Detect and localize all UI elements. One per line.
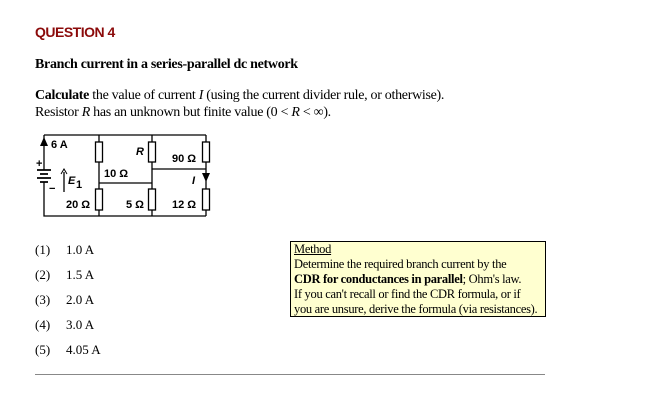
divider (35, 374, 545, 375)
option-1[interactable] (35, 242, 94, 258)
label-r: R (136, 146, 144, 158)
resistor-90 (203, 142, 210, 162)
option-value: 1.0 A (66, 242, 95, 257)
instruction-part: the value of current (89, 88, 199, 103)
option-number: (5) (35, 342, 51, 357)
method-line: If you can't recall or find the CDR formula, or if (294, 287, 521, 301)
label-12: 12 Ω (172, 199, 197, 211)
note-part: has an unknown but finite value (0 < (89, 105, 292, 120)
option-value: 2.0 A (66, 292, 95, 307)
plus-sign: + (36, 158, 43, 170)
option-5[interactable] (35, 342, 101, 358)
note-part: Resistor (35, 105, 82, 120)
option-value: 4.05 A (66, 342, 101, 357)
resistor-20 (96, 189, 103, 210)
option-number: (2) (35, 267, 51, 282)
label-5: 5 Ω (126, 199, 144, 211)
option-number: (4) (35, 317, 51, 332)
note-var: R (291, 105, 300, 120)
battery-icon (37, 170, 51, 182)
resistor-5 (149, 189, 156, 210)
source-label: 6 A (51, 139, 68, 151)
method-bold: CDR for conductances in parallel (294, 272, 463, 286)
minus-sign: − (49, 183, 56, 195)
option-2[interactable] (35, 267, 94, 283)
question-subtitle: Branch current in a series-parallel dc network (35, 57, 298, 72)
method-line: you are unsure, derive the formula (via resistances). (294, 302, 538, 316)
resistor-r (149, 142, 156, 162)
option-value: 3.0 A (66, 317, 95, 332)
label-20: 20 Ω (66, 199, 91, 211)
option-3[interactable] (35, 292, 94, 308)
option-number: (3) (35, 292, 51, 307)
method-line: ; Ohm's law. (462, 272, 522, 286)
label-90: 90 Ω (172, 153, 197, 165)
method-line: Determine the required branch current by the (294, 257, 507, 271)
option-number: (1) (35, 242, 51, 257)
instruction-part: (using the current divider rule, or otherwise). (203, 88, 445, 103)
emf-label: E (68, 175, 76, 187)
option-value: 1.5 A (66, 267, 95, 282)
label-i: I (192, 175, 196, 187)
resistor-12 (203, 189, 210, 210)
current-source-arrow-icon (40, 137, 48, 146)
instruction-bold: Calculate (35, 88, 90, 103)
option-4[interactable] (35, 317, 94, 333)
emf-subscript: 1 (76, 179, 83, 191)
method-title: Method (294, 242, 332, 256)
question-number: QUESTION 4 (35, 24, 115, 40)
note-part: < ∞). (299, 105, 331, 120)
note-var: R (81, 105, 90, 120)
label-10: 10 Ω (104, 168, 129, 180)
resistor-10 (96, 142, 103, 162)
method-box (290, 241, 546, 317)
current-i-arrow-icon (202, 173, 210, 182)
instruction-var: I (198, 88, 204, 103)
